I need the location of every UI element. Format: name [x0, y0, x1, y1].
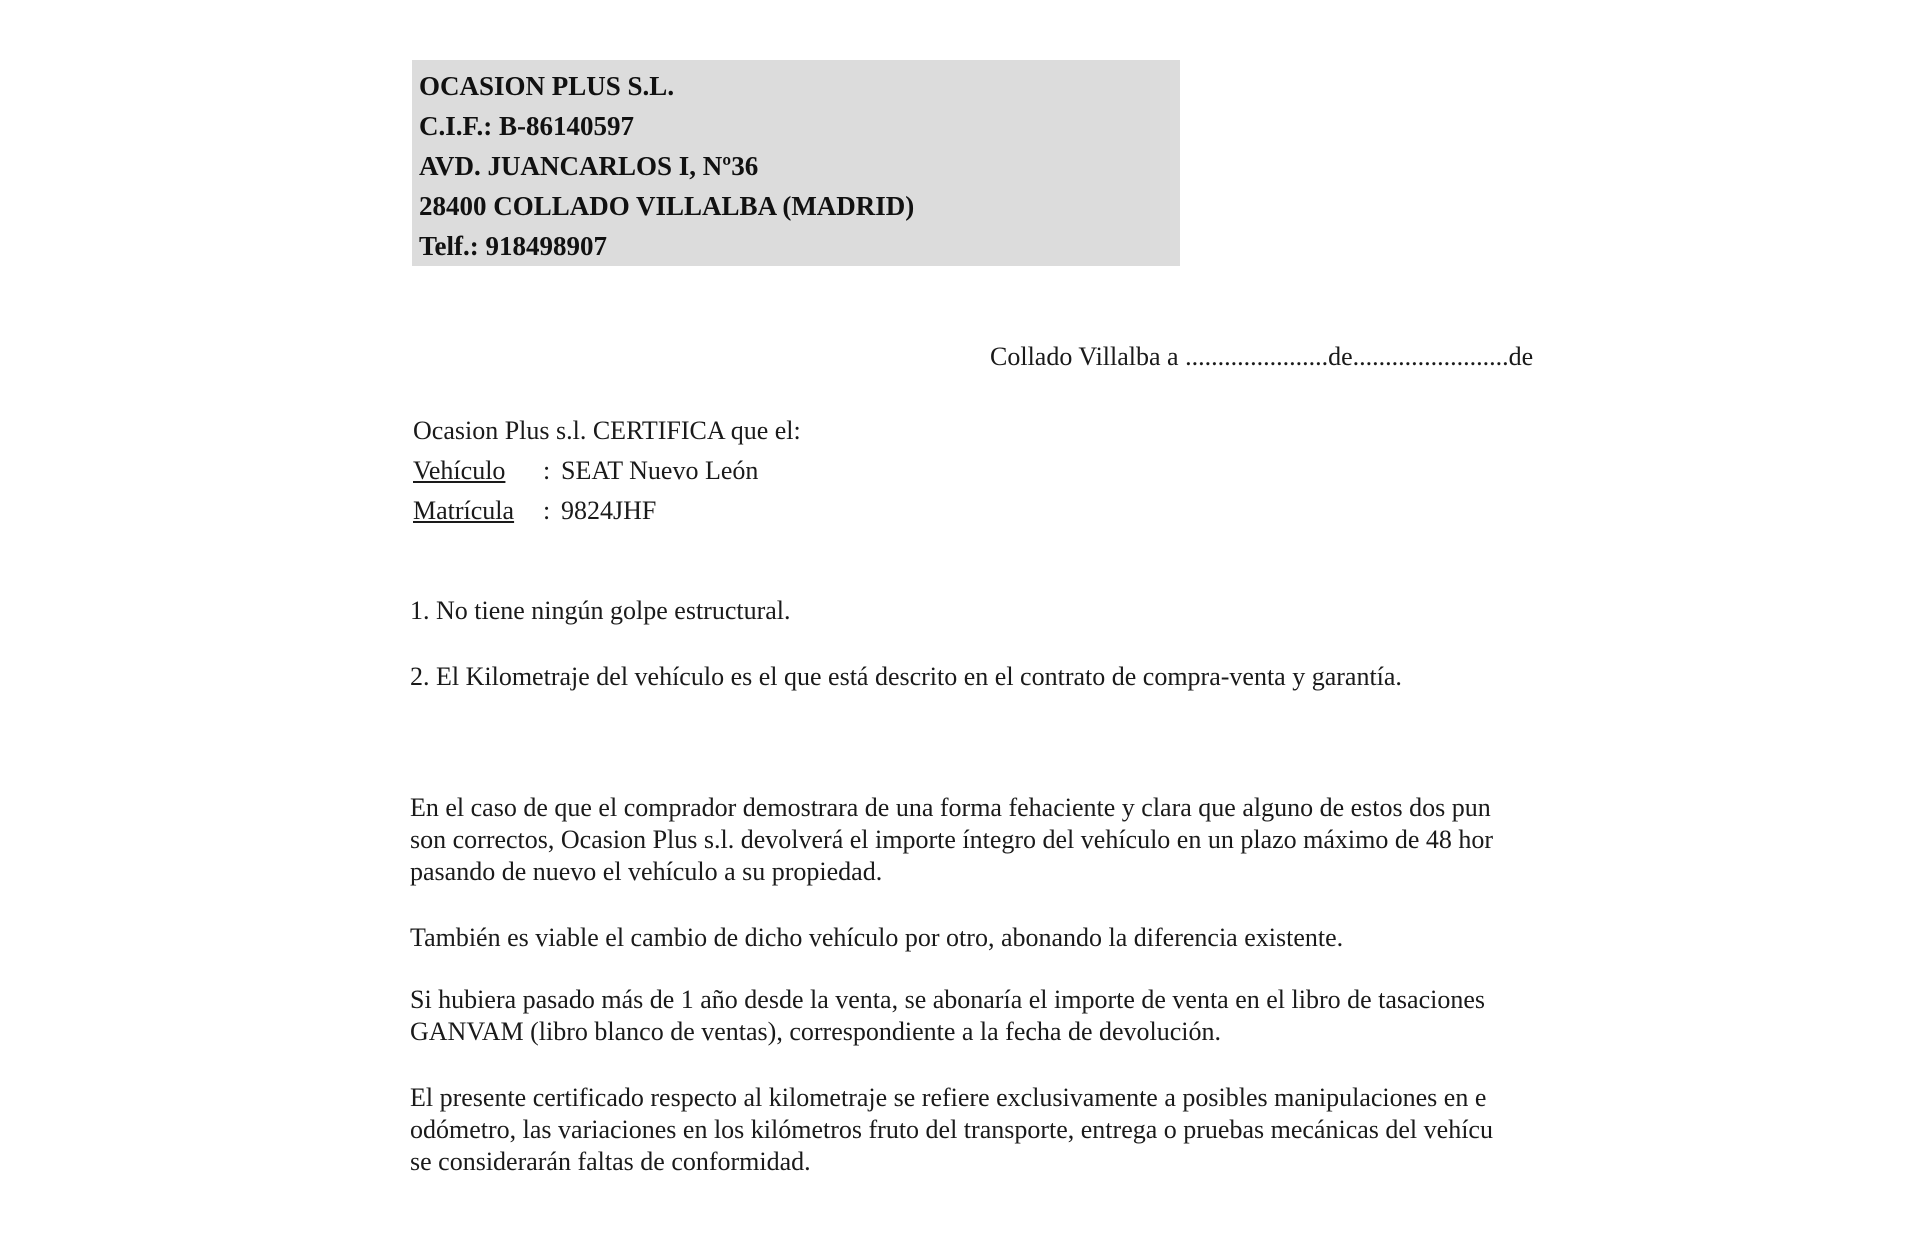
exchange-paragraph [410, 922, 1343, 954]
paragraph-line: Si hubiera pasado más de 1 año desde la venta, se abonaría el importe de venta en el libro de tasaciones [410, 985, 1486, 1014]
vehicle-label: Vehículo [413, 456, 506, 485]
plate-value: 9824JHF [561, 496, 657, 525]
paragraph-line: En el caso de que el comprador demostrara de una forma fehaciente y clara que alguno de estos dos pun [410, 793, 1491, 822]
company-name: OCASION PLUS S.L. [419, 71, 675, 101]
mileage-paragraph [410, 1082, 1493, 1178]
list-item: 2. El Kilometraje del vehículo es el que está descrito en el contrato de compra-venta y garantía. [410, 662, 1402, 691]
company-phone: Telf.: 918498907 [419, 231, 607, 261]
place-date-line: Collado Villalba a ......................de........................de [990, 342, 1534, 371]
paragraph-line: odómetro, las variaciones en los kilómetros fruto del transporte, entrega o pruebas mecánicas del vehícu [410, 1115, 1493, 1144]
company-city: 28400 COLLADO VILLALBA (MADRID) [419, 191, 915, 221]
vehicle-separator: : [543, 456, 551, 485]
paragraph-line: GANVAM (libro blanco de ventas), correspondiente a la fecha de devolución. [410, 1017, 1222, 1046]
company-cif: C.I.F.: B-86140597 [419, 111, 635, 141]
document-body [400, 0, 1600, 1260]
refund-paragraph [410, 792, 1493, 888]
plate-separator: : [543, 496, 551, 525]
vehicle-value: SEAT Nuevo León [561, 456, 759, 485]
paragraph-line: El presente certificado respecto al kilometraje se refiere exclusivamente a posibles manipulaciones en e [410, 1083, 1487, 1112]
paragraph-line: pasando de nuevo el vehículo a su propiedad. [410, 857, 883, 886]
vehicle-row [413, 456, 758, 486]
plate-row [413, 496, 656, 526]
certificate-intro: Ocasion Plus s.l. CERTIFICA que el: [413, 416, 801, 445]
paragraph-line: se considerarán faltas de conformidad. [410, 1147, 811, 1176]
paragraph-line: son correctos, Ocasion Plus s.l. devolverá el importe íntegro del vehículo en un plazo máximo de 48 hor [410, 825, 1494, 854]
ganvam-paragraph [410, 984, 1485, 1048]
company-address: AVD. JUANCARLOS I, Nº36 [419, 151, 759, 181]
paragraph-line: También es viable el cambio de dicho vehículo por otro, abonando la diferencia existente. [410, 923, 1344, 952]
list-item: 1. No tiene ningún golpe estructural. [410, 596, 791, 625]
plate-label: Matrícula [413, 496, 515, 525]
